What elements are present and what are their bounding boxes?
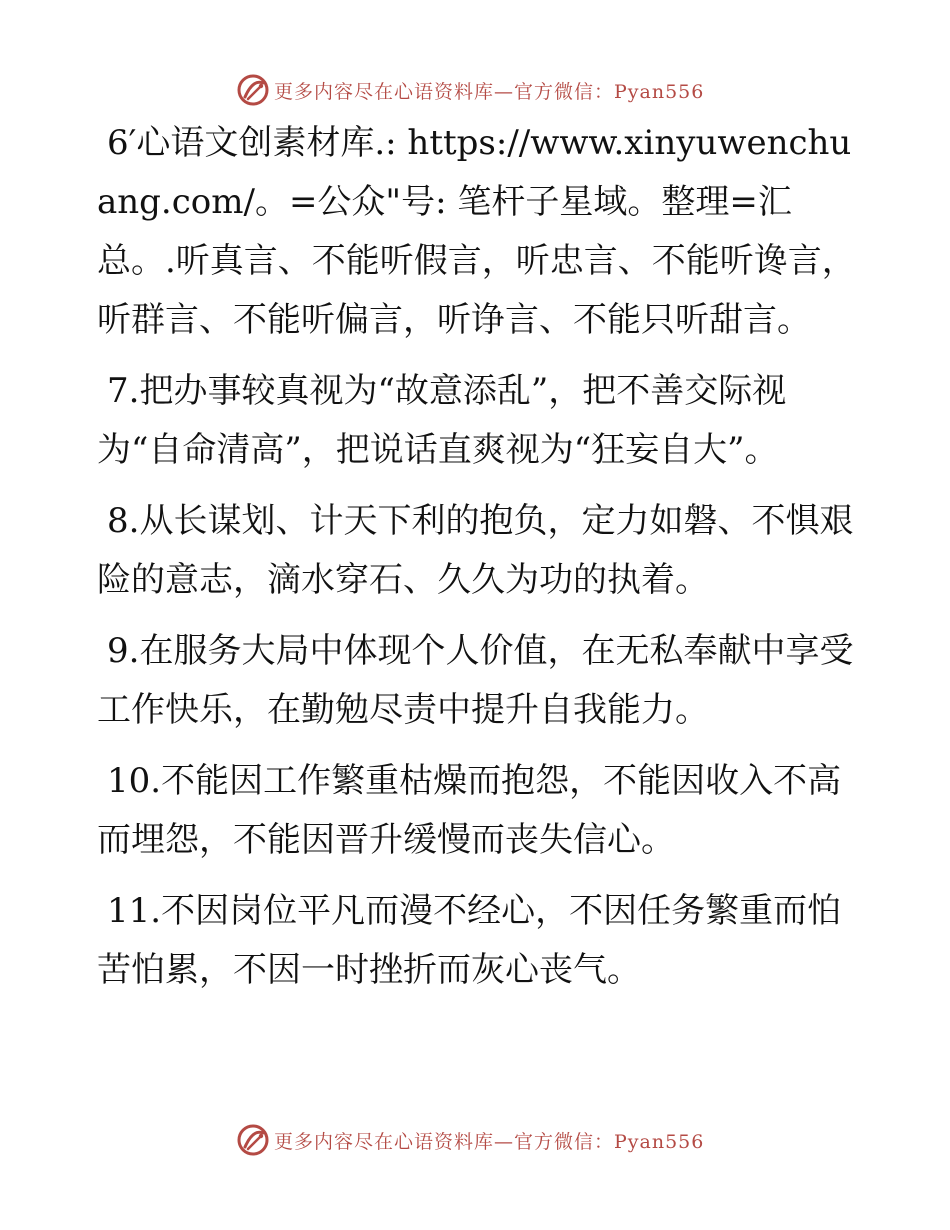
paragraph: 8.从长谋划、计天下利的抱负，定力如磐、不惧艰险的意志，滴水穿石、久久为功的执着。 — [97, 501, 854, 600]
paragraph: 6′心语文创素材库.: https://www.xinyuwenchuang.com/。=公众"号: 笔杆子星域。整理=汇总。.听真言、不能听假言，听忠言、不能听谗言，听群言、不能听偏言，听诤言、不能只听甜言。 — [97, 123, 856, 340]
watermark-text: 更多内容尽在心语资料库—官方微信：Pyan556 — [274, 1130, 705, 1153]
paragraph: 7.把办事较真视为“故意添乱”，把不善交际视为“自命清高”，把说话直爽视为“狂妄自大”。 — [97, 371, 787, 470]
brand-logo-icon — [236, 73, 270, 107]
document-body — [97, 114, 857, 1000]
paragraph: 11.不因岗位平凡而漫不经心，不因任务繁重而怕苦怕累，不因一时挫折而灰心丧气。 — [97, 891, 842, 990]
brand-logo-icon — [236, 1123, 270, 1157]
watermark-text: 更多内容尽在心语资料库—官方微信：Pyan556 — [274, 80, 705, 103]
paragraph: 9.在服务大局中体现个人价值，在无私奉献中享受工作快乐，在勤勉尽责中提升自我能力。 — [97, 631, 854, 730]
paragraph: 10.不能因工作繁重枯燥而抱怨，不能因收入不高而埋怨，不能因晋升缓慢而丧失信心。 — [97, 761, 842, 860]
watermark-footer — [236, 1122, 704, 1158]
watermark-header — [236, 72, 704, 108]
